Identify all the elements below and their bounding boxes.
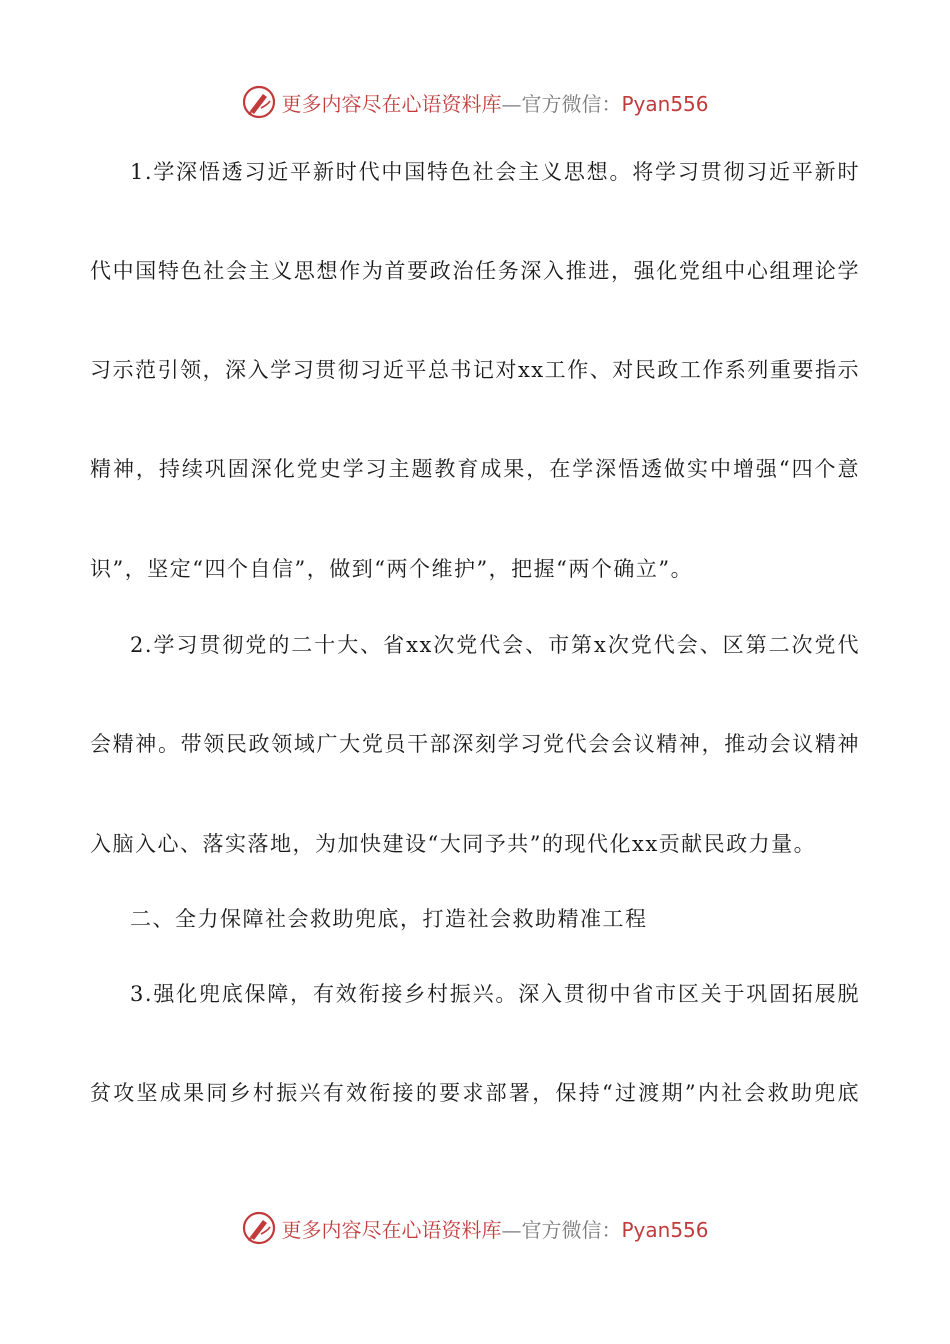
paragraph-line: 入脑入心、落实落地，为加快建设“大同予共”的现代化xx贡献民政力量。 xyxy=(90,832,817,856)
paragraph-line: 习示范引领，深入学习贯彻习近平总书记对xx工作、对民政工作系列重要指示 xyxy=(90,358,860,382)
paragraph-line: 代中国特色社会主义思想作为首要政治任务深入推进，强化党组中心组理论学 xyxy=(90,259,860,283)
watermark-site: 更多内容尽在心语资料库 xyxy=(281,91,502,116)
pen-logo-icon xyxy=(241,1210,277,1246)
footer-watermark xyxy=(0,1210,950,1246)
paragraph-line: 2.学习贯彻党的二十大、省xx次党代会、市第x次党代会、区第二次党代 xyxy=(130,633,860,657)
watermark-label: 官方微信： xyxy=(521,1217,622,1242)
watermark-text xyxy=(281,88,708,117)
watermark-dash: — xyxy=(501,91,522,116)
paragraph-line: 3.强化兜底保障，有效衔接乡村振兴。深入贯彻中省市区关于巩固拓展脱 xyxy=(130,982,860,1006)
header-watermark xyxy=(0,84,950,120)
watermark-id: Pyan556 xyxy=(621,91,709,116)
watermark-id: Pyan556 xyxy=(621,1217,709,1242)
paragraph-line: 1.学深悟透习近平新时代中国特色社会主义思想。将学习贯彻习近平新时 xyxy=(130,160,860,184)
paragraph-line: 会精神。带领民政领域广大党员干部深刻学习党代会会议精神，推动会议精神 xyxy=(90,732,860,756)
pen-logo-icon xyxy=(241,84,277,120)
paragraph-line: 精神，持续巩固深化党史学习主题教育成果，在学深悟透做实中增强“四个意 xyxy=(90,457,860,481)
watermark-label: 官方微信： xyxy=(521,91,622,116)
section-heading: 二、全力保障社会救助兜底，打造社会救助精准工程 xyxy=(130,907,648,931)
paragraph-line: 识”，坚定“四个自信”，做到“两个维护”，把握“两个确立”。 xyxy=(90,557,694,581)
watermark-text xyxy=(281,1214,708,1243)
watermark-site: 更多内容尽在心语资料库 xyxy=(281,1217,502,1242)
paragraph-line: 贫攻坚成果同乡村振兴有效衔接的要求部署，保持“过渡期”内社会救助兜底 xyxy=(90,1081,860,1105)
watermark-dash: — xyxy=(501,1217,522,1242)
